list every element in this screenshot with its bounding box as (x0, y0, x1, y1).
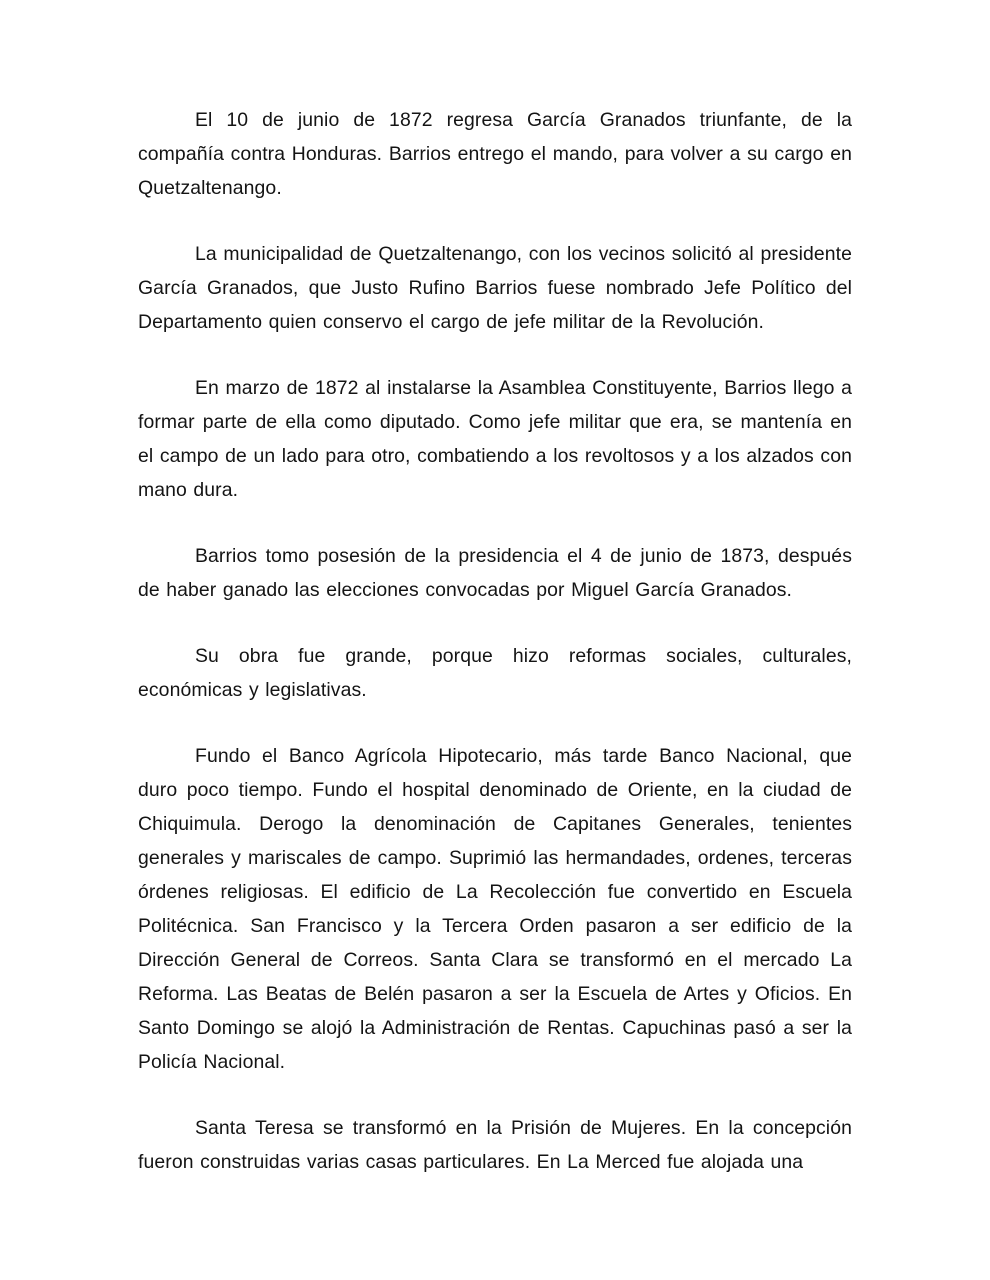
paragraph: La municipalidad de Quetzaltenango, con los vecinos solicitó al presidente García Granados, que Justo Rufino Barrios fuese nombrado Jefe Político del Departamento quien conservo el cargo de jefe militar de la Revolución. (138, 243, 852, 333)
paragraph: Barrios tomo posesión de la presidencia el 4 de junio de 1873, después de haber ganado las elecciones convocadas por Miguel García Granados. (138, 545, 852, 601)
paragraph: El 10 de junio de 1872 regresa García Granados triunfante, de la compañía contra Honduras. Barrios entrego el mando, para volver a su cargo en Quetzaltenango. (138, 109, 852, 199)
paragraph: En marzo de 1872 al instalarse la Asamblea Constituyente, Barrios llego a formar parte de ella como diputado. Como jefe militar que era, se mantenía en el campo de un lado para otro, combatiendo a los revoltosos y a los alzados con mano dura. (138, 377, 852, 501)
paragraph: Su obra fue grande, porque hizo reformas sociales, culturales, económicas y legislativas. (138, 645, 852, 701)
paragraph: Fundo el Banco Agrícola Hipotecario, más tarde Banco Nacional, que duro poco tiempo. Fundo el hospital denominado de Oriente, en la ciudad de Chiquimula. Derogo la denominación de Capitanes Generales, tenientes generales y mariscales de campo. Suprimió las hermandades, ordenes, terceras órdenes religiosas. El edificio de La Recolección fue convertido en Escuela Politécnica. San Francisco y la Tercera Orden pasaron a ser edificio de la Dirección General de Correos. Santa Clara se transformó en el mercado La Reforma. Las Beatas de Belén pasaron a ser la Escuela de Artes y Oficios. En Santo Domingo se alojó la Administración de Rentas. Capuchinas pasó a ser la Policía Nacional. (138, 745, 852, 1073)
paragraph: Santa Teresa se transformó en la Prisión de Mujeres. En la concepción fueron construidas varias casas particulares. En La Merced fue alojada una (138, 1117, 852, 1173)
